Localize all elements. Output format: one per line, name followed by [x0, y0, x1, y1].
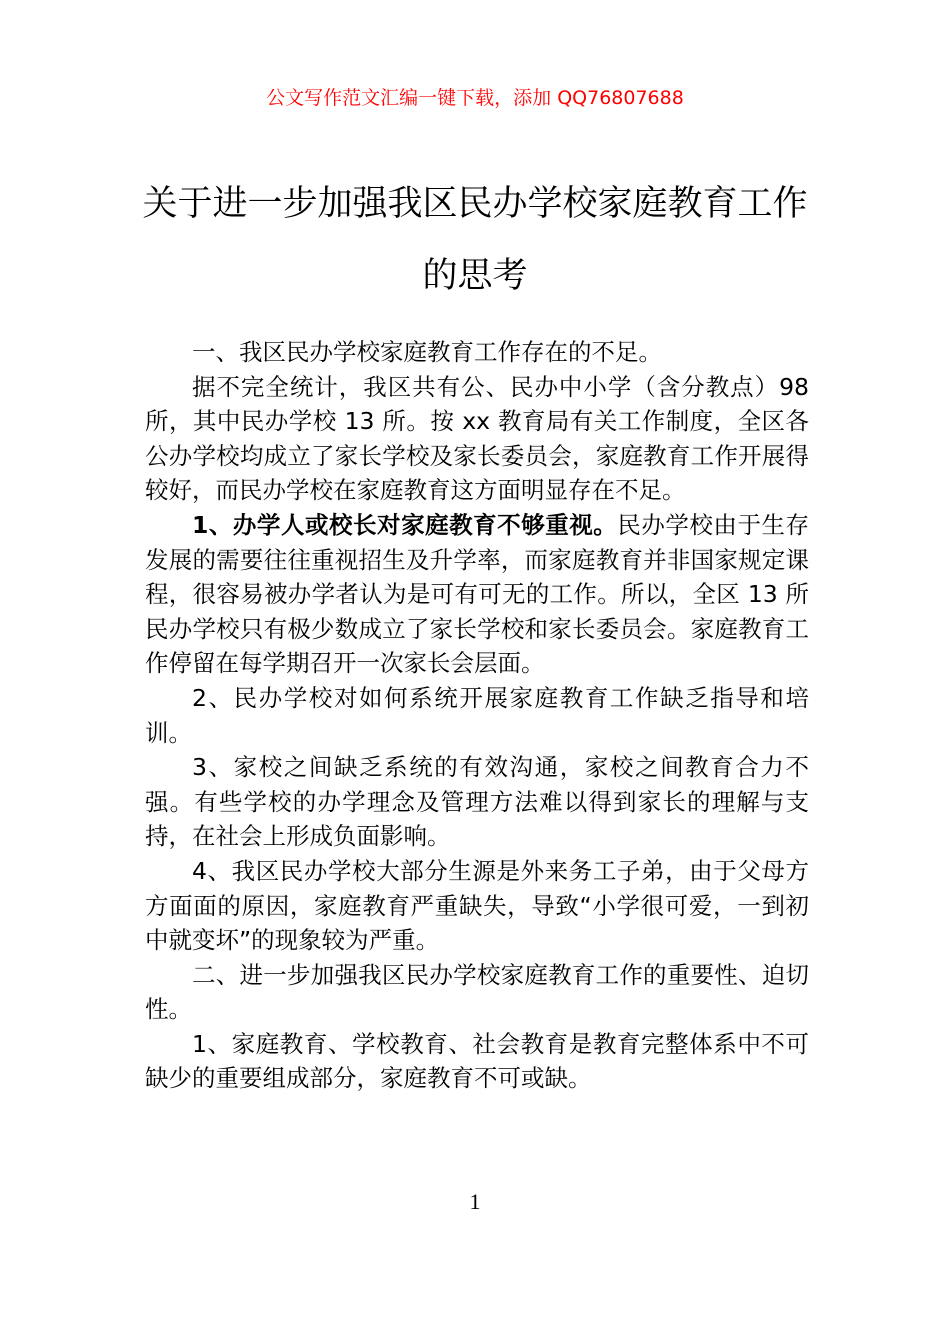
section-heading: 二、进一步加强我区民办学校家庭教育工作的重要性、迫切性。	[145, 960, 809, 1024]
body-paragraph: 2、民办学校对如何系统开展家庭教育工作缺乏指导和培训。	[145, 683, 809, 747]
page-number: 1	[469, 1189, 481, 1214]
paragraph-text: 民办学校由于生存发展的需要往往重视招生及升学率，而家庭教育并非国家规定课程，很容易被办学者认为是可有可无的工作。所以，全区 13 所民办学校只有极少数成立了家长学校和家长委员会。家庭教育工作停留在每学期召开一次家长会层面。	[145, 510, 809, 678]
document-body	[145, 335, 809, 1096]
paragraph-lead: 1、办学人或校长对家庭教育不够重视。	[192, 510, 618, 539]
body-paragraph: 4、我区民办学校大部分生源是外来务工子弟，由于父母方方面面的原因，家庭教育严重缺失，导致“小学很可爱，一到初中就变坏”的现象较为严重。	[145, 856, 809, 955]
section-heading: 一、我区民办学校家庭教育工作存在的不足。	[192, 338, 662, 366]
header-note: 公文写作范文汇编一键下载，添加 QQ76807688	[266, 87, 684, 109]
document-title: 关于进一步加强我区民办学校家庭教育工作的思考	[142, 184, 808, 296]
body-paragraph: 据不完全统计，我区共有公、民办中小学（含分教点）98 所，其中民办学校 13 所。按 xx 教育局有关工作制度，全区各公办学校均成立了家长学校及家长委员会，家庭教育工作开展得较好，而民办学校在家庭教育这方面明显存在不足。	[145, 372, 809, 505]
body-paragraph: 3、家校之间缺乏系统的有效沟通，家校之间教育合力不强。有些学校的办学理念及管理方法难以得到家长的理解与支持，在社会上形成负面影响。	[145, 753, 809, 851]
body-paragraph	[145, 508, 809, 681]
body-paragraph: 1、家庭教育、学校教育、社会教育是教育完整体系中不可缺少的重要组成部分，家庭教育不可或缺。	[145, 1029, 809, 1093]
